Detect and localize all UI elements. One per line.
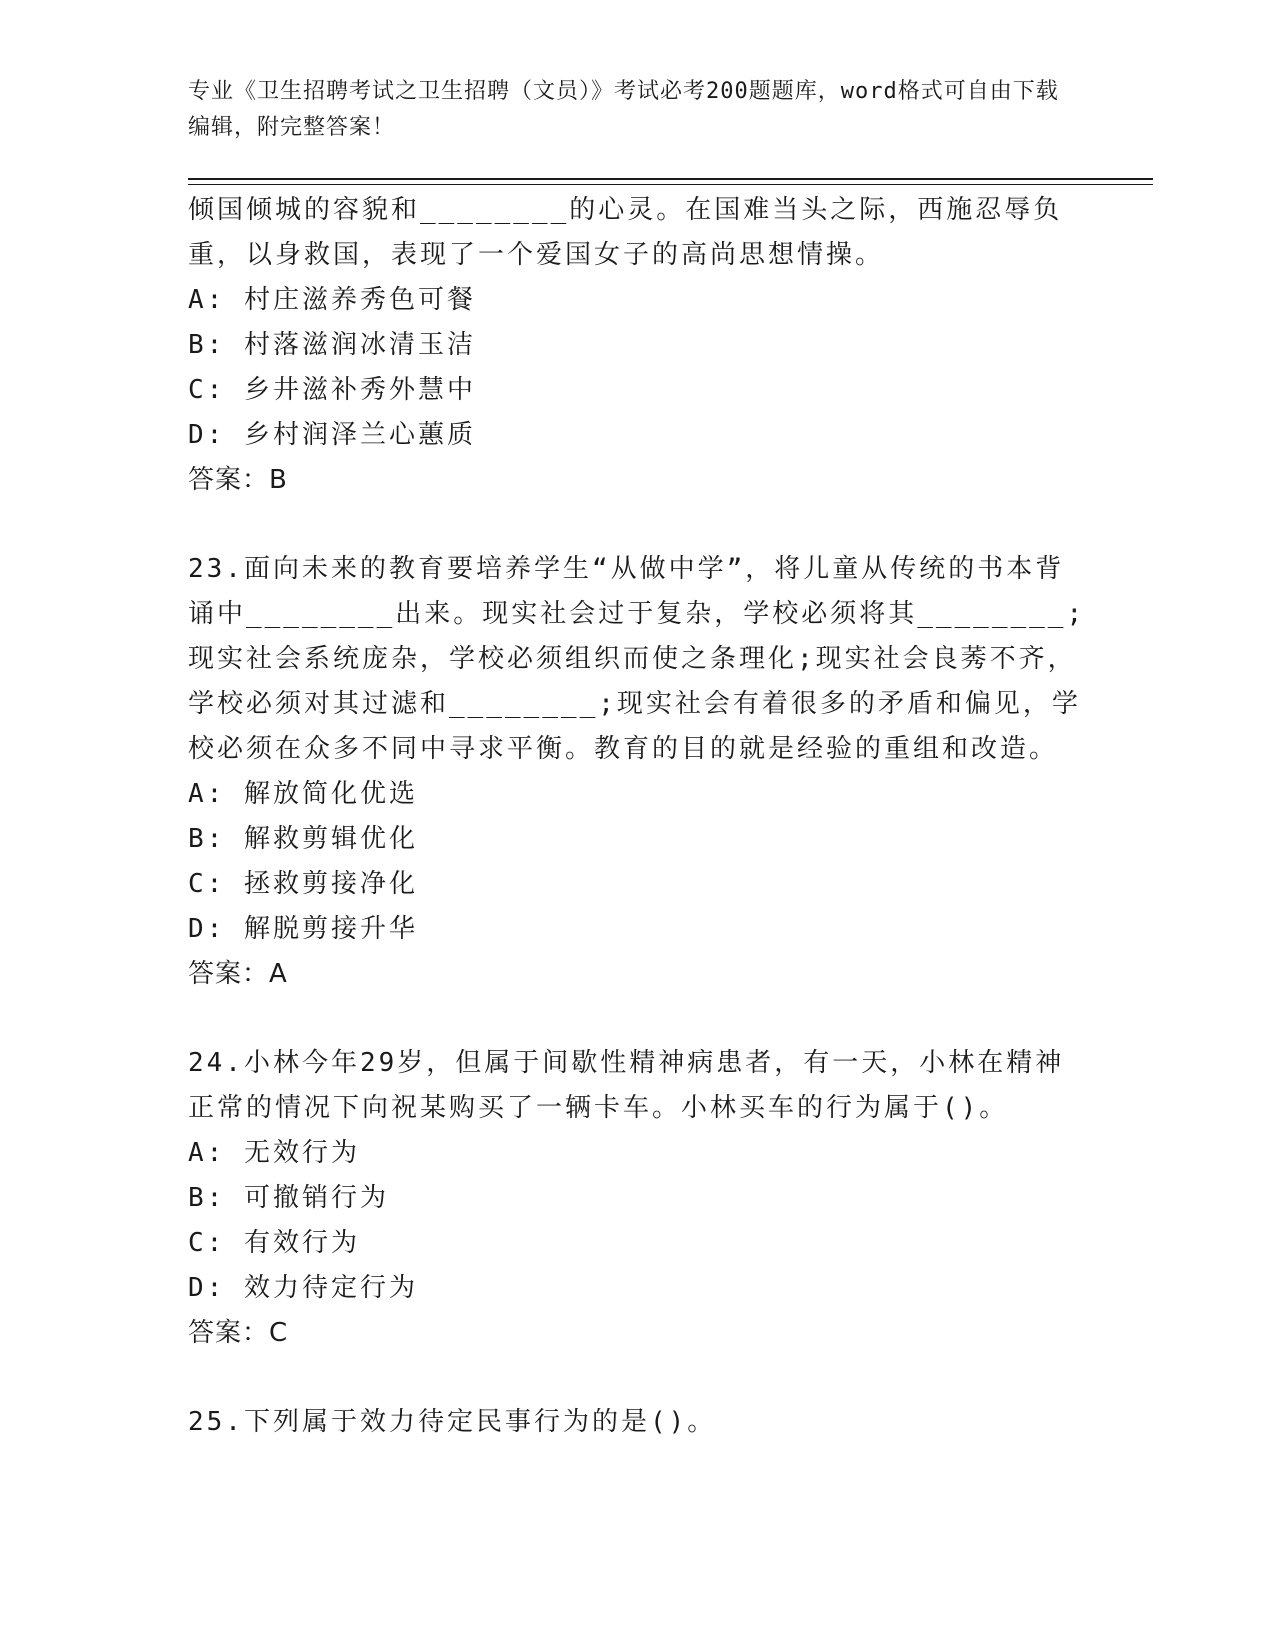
header-divider-thick [188, 178, 1153, 180]
option-d: D: 效力待定行为 [188, 1273, 418, 1303]
answer-line: 答案：A [188, 959, 288, 989]
option-a: A: 解放简化优选 [188, 779, 418, 809]
question-text: 倾国倾城的容貌和________的心灵。在国难当头之际，西施忍辱负重，以身救国，表现了一个爱国女子的高尚思想情操。 [188, 195, 1063, 270]
spacer [188, 997, 1088, 1041]
header-divider-thin [188, 184, 1153, 185]
option-c: C: 乡井滋补秀外慧中 [188, 375, 476, 405]
option-d: D: 解脱剪接升华 [188, 914, 418, 944]
spacer [188, 503, 1088, 547]
question-25 [188, 1400, 1088, 1445]
option-b: B: 可撤销行为 [188, 1183, 389, 1213]
option-b: B: 村落滋润冰清玉洁 [188, 330, 476, 360]
option-c: C: 拯救剪接净化 [188, 869, 418, 899]
question-text: 25.下列属于效力待定民事行为的是()。 [188, 1407, 717, 1437]
answer-line: 答案：B [188, 465, 288, 495]
spacer [188, 1356, 1088, 1400]
question-text: 23.面向未来的教育要培养学生“从做中学”，将儿童从传统的书本背诵中________出来。现实社会过于复杂，学校必须将其________;现实社会系统庞杂，学校必须组织而使之条理化;现实社会良莠不齐，学校必须对其过滤和________;现实社会有着很多的矛盾和偏见，学校必须在众多不同中寻求平衡。教育的目的就是经验的重组和改造。 [188, 554, 1086, 764]
question-23 [188, 547, 1088, 997]
question-text: 24.小林今年29岁，但属于间歇性精神病患者，有一天，小林在精神正常的情况下向祝某购买了一辆卡车。小林买车的行为属于()。 [188, 1048, 1065, 1123]
option-a: A: 无效行为 [188, 1138, 360, 1168]
question-24 [188, 1041, 1088, 1356]
answer-line: 答案：C [188, 1318, 289, 1348]
document-header: 专业《卫生招聘考试之卫生招聘（文员）》考试必考200题题库，word格式可自由下载编辑，附完整答案！ [188, 79, 1059, 140]
question-list [188, 188, 1088, 1445]
option-a: A: 村庄滋养秀色可餐 [188, 285, 476, 315]
option-d: D: 乡村润泽兰心蕙质 [188, 420, 476, 450]
question-22-continued [188, 188, 1088, 503]
option-c: C: 有效行为 [188, 1228, 360, 1258]
option-b: B: 解救剪辑优化 [188, 824, 418, 854]
